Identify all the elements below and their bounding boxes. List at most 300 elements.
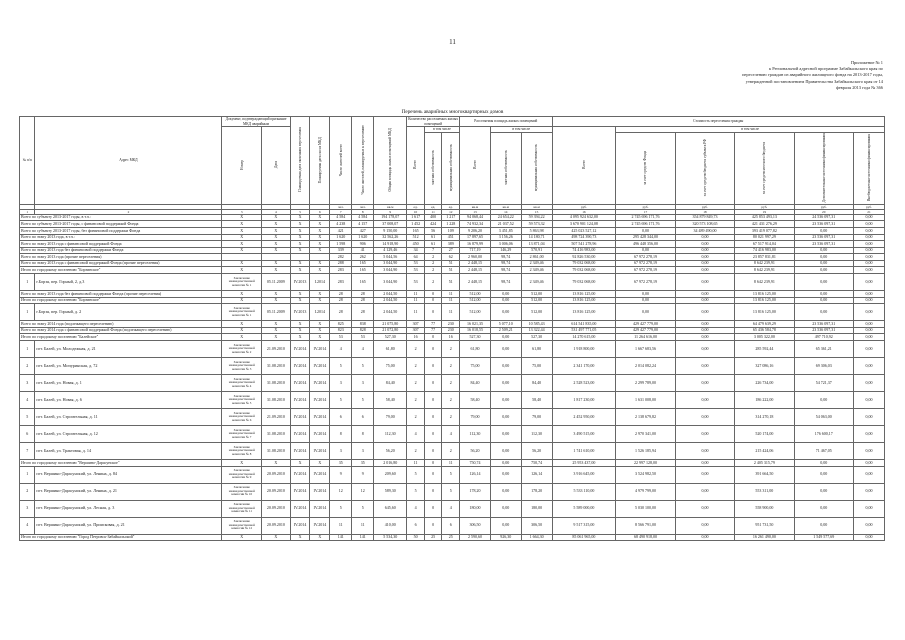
data-cell: 3 044,90 [374,260,407,267]
data-cell: 0 [424,426,442,443]
data-cell: 126,14 [460,466,491,483]
data-cell: 5 [352,358,374,375]
data-cell: 65 436 584,78 [735,327,794,334]
data-cell: 84,40 [460,375,491,392]
data-cell: 0,00 [794,267,853,274]
data-cell: 0 [424,409,442,426]
data-cell: 2 349,46 [521,274,552,291]
data-cell: 27 [442,247,460,254]
table-row [20,341,885,358]
data-cell: 6 [330,409,352,426]
data-cell: X [310,267,330,274]
data-cell: 2 [442,341,460,358]
data-cell: 0,00 [616,227,675,234]
data-cell: IV.2013 [290,274,310,291]
data-cell: 31.08.2010 [262,426,291,443]
data-cell: 0 [424,517,442,534]
data-cell: 828 [352,327,374,334]
data-cell: 165 [407,227,425,234]
data-cell: 98,74 [490,260,521,267]
data-cell: 2 [407,409,425,426]
header-area-municipal: муниципальная собственность [521,133,552,205]
data-cell: 0,00 [675,247,734,254]
column-number-cell: 5 [290,209,310,214]
address-cell: г.Борзя, пер. Горный, 2, д.3 [35,274,222,291]
data-cell: 0,00 [490,358,521,375]
unit-cell: ед. [424,204,442,209]
unit-cell: руб. [616,204,675,209]
data-cell: 825 [330,321,352,328]
data-cell: 41 [352,247,374,254]
data-cell: 0,00 [675,466,734,483]
data-cell: 2 138 679,82 [616,409,675,426]
data-cell: 21 072,80 [374,327,407,334]
table-row [20,466,885,483]
data-cell: X [222,221,262,228]
address-cell: пгт. Балей, ул. Молодежная, д. 21 [35,341,222,358]
data-cell: 16 021,35 [460,321,491,328]
data-cell: 3 005 322,00 [735,334,794,341]
data-cell: 0,00 [853,327,884,334]
data-cell: 5 [330,392,352,409]
column-number-cell: 6 [310,209,330,214]
data-cell: 53 [407,267,425,274]
total-label: Итого по городскому поселению "Город Петровск-Забайкальский" [20,534,222,541]
data-cell: X [262,297,291,304]
data-cell: 512,00 [460,297,491,304]
header-rooms-municipal: муниципальная собственность [442,133,460,205]
data-cell: 0,00 [794,460,853,467]
data-cell: X [262,291,291,298]
data-cell: 11 [442,460,460,467]
data-cell: 0,00 [490,297,521,304]
data-cell: 750,74 [460,460,491,467]
data-cell: X [262,221,291,228]
data-cell: 11 264 616,00 [616,334,675,341]
data-cell: 307 [407,321,425,328]
data-cell: 23 536 097,31 [794,241,853,248]
data-cell: 11 [330,517,352,534]
data-cell: 0,00 [675,426,734,443]
data-cell: 74 416 983,00 [735,247,794,254]
data-cell: 0,00 [853,304,884,321]
data-cell: 13 816 125,00 [552,297,616,304]
data-cell: 0,00 [490,426,521,443]
data-cell: X [262,260,291,267]
data-cell: X [290,297,310,304]
data-cell: 5 [442,483,460,500]
data-cell: X [310,534,330,541]
data-cell: 0 [424,297,442,304]
data-cell: 79,00 [460,409,491,426]
data-cell: 0,00 [794,466,853,483]
data-cell: 9 206,20 [460,227,491,234]
data-cell: 3 670 901 124,08 [552,221,616,228]
data-cell: Заключение межведомственной комиссии № 7 [222,426,262,443]
data-cell: 0,00 [490,443,521,460]
data-cell: 0,00 [675,392,734,409]
data-cell: 8 642 239,91 [735,260,794,267]
data-cell: Заключение межведомственной комиссии № 10 [222,483,262,500]
data-cell: X [310,460,330,467]
data-cell: 58,40 [460,392,491,409]
data-cell: 54 063,00 [794,409,853,426]
data-cell: 21.09.2010 [262,341,291,358]
data-cell: 0 [424,483,442,500]
data-cell: 24 536 097,31 [794,214,853,221]
data-cell: 0,00 [853,392,884,409]
data-cell: Заключение межведомственной комиссии № 8 [222,443,262,460]
data-cell: X [290,327,310,334]
data-cell: 75,00 [374,358,407,375]
data-cell: IV.2014 [310,341,330,358]
data-cell: Заключение межведомственной комиссии № 3 [222,358,262,375]
data-cell: 85 061 965,00 [552,534,616,541]
data-cell: X [222,260,262,267]
total-label: Итого по городскому поселению "Вершино-Дарасунское" [20,460,222,467]
header-cost-sub: в том числе [616,127,885,133]
data-cell: 2 452 950,00 [552,409,616,426]
data-cell: 16 879,99 [460,241,491,248]
data-cell: IV.2013 [290,304,310,321]
data-cell: 283 [330,274,352,291]
data-cell: 3 [330,375,352,392]
data-cell: IV.2014 [310,500,330,517]
data-cell: 59 573,32 [521,221,552,228]
data-cell: 98,74 [490,267,521,274]
address-cell: пгт. Балей, ул. Строительная, д. 12 [35,426,222,443]
data-cell: 2 [442,392,460,409]
data-cell: 3 [352,443,374,460]
total-row [20,260,885,267]
data-cell: 531 497 771,05 [552,327,616,334]
data-cell: 0,00 [853,297,884,304]
data-cell: X [290,221,310,228]
data-cell: 13 322,44 [521,327,552,334]
data-cell: X [222,214,262,221]
data-cell: 215 424,06 [735,443,794,460]
data-cell: 4 979 799,00 [616,483,675,500]
column-number-cell: 11 [424,209,442,214]
data-cell: X [262,460,291,467]
data-cell: Заключение межведомственной комиссии № 4 [222,375,262,392]
data-cell: 53 [352,334,374,341]
data-cell: X [262,321,291,328]
data-cell: X [222,247,262,254]
header-planned-resettlement: Планируемая дата окончания переселения [290,117,310,205]
data-cell: 527,30 [521,334,552,341]
total-row [20,327,885,334]
data-cell: 9 150,00 [374,227,407,234]
unit-cell: кв.м [521,204,552,209]
header-area-sub: в том числе [490,127,552,133]
header-address: Адрес МКД [35,117,222,205]
data-cell: 180,00 [460,500,491,517]
data-cell: X [262,227,291,234]
data-cell: 2 [407,443,425,460]
data-cell: IV.2014 [310,409,330,426]
data-cell: 451 [442,234,460,241]
data-cell: 77 [424,327,442,334]
data-cell: 20.09.2010 [262,483,291,500]
header-rooms-group: Количество расселяемых жилых помещений [408,117,459,126]
data-cell: 0,00 [675,460,734,467]
data-cell: 11 [407,291,425,298]
data-cell: 75,00 [460,358,491,375]
data-cell: 424 [424,221,442,228]
data-cell: 11 [352,517,374,534]
header-area-total: Всего [460,127,491,205]
data-cell: X [310,291,330,298]
total-label: Всего по этапу 2014 года (подлежащего переселению) [20,321,222,328]
data-cell: X [262,214,291,221]
data-cell: 589,30 [374,483,407,500]
data-cell: 427 [352,227,374,234]
data-cell: 2 448,15 [460,267,491,274]
data-cell: 34 489 490,00 [675,227,734,234]
data-cell: 21 037,52 [490,221,521,228]
data-cell: X [310,214,330,221]
data-cell: 8 [330,426,352,443]
data-cell: 425 853 493,13 [735,214,794,221]
data-cell: 0,00 [675,304,734,321]
data-cell: 226 734,00 [735,375,794,392]
data-cell: 1 667 683,56 [616,341,675,358]
data-cell: 0,00 [853,254,884,261]
data-cell: 79,00 [374,409,407,426]
header-cost-local: за счет средств местного бюджета [735,133,794,205]
header-cost-other: Внебюджетные источники финансирования [853,133,884,205]
data-cell: 68 490 918,00 [616,534,675,541]
page-number: 11 [449,38,456,46]
address-cell: пгт. Вершино-Дарасунский, ул. Лесная, д. 3 [35,500,222,517]
data-cell: 926,30 [490,534,521,541]
total-row [20,321,885,328]
data-cell: X [290,334,310,341]
total-row [20,234,885,241]
table-row [20,274,885,291]
data-cell: 0,00 [490,500,521,517]
data-cell: 2 448,15 [460,274,491,291]
data-cell: 0,00 [853,274,884,291]
data-cell: 23 536 097,31 [794,234,853,241]
data-cell: 1 620 [330,234,352,241]
unit-cell: кв.м [374,204,407,209]
table-row [20,304,885,321]
data-cell: 3 [330,443,352,460]
data-cell: 1 617 [407,214,425,221]
data-cell: 0,00 [853,267,884,274]
data-cell: 4 [442,500,460,517]
data-cell: 11 [407,460,425,467]
data-cell: 05.11.2009 [262,304,291,321]
data-cell: 750,74 [521,460,552,467]
header-rooms-total: Всего [407,127,425,205]
data-cell: 512,00 [521,304,552,321]
data-cell: 282 [330,254,352,261]
data-cell: 23 536 097,31 [794,321,853,328]
data-cell: IV.2014 [310,392,330,409]
data-cell: X [222,291,262,298]
data-cell: 8 642 239,91 [735,274,794,291]
data-cell: 512 [407,234,425,241]
column-number-cell: 19 [735,209,794,214]
data-cell: 0,00 [853,221,884,228]
data-cell: 0,00 [490,291,521,298]
total-row [20,267,885,274]
data-cell: IV.2014 [290,409,310,426]
table-row [20,500,885,517]
data-cell: 0 [424,460,442,467]
data-cell: 512,00 [521,297,552,304]
data-cell: 1 452 [407,221,425,228]
total-label: Всего по этапу 2013 года без финансовой поддержки Фонда (прочие переселения) [20,291,222,298]
column-number-cell: 3 [222,209,262,214]
data-cell: 61,80 [460,341,491,358]
data-cell: 8 642 239,91 [735,267,794,274]
data-cell: IV.2014 [290,358,310,375]
header-doc-number: Номер [222,127,262,205]
data-cell: 126,14 [521,466,552,483]
data-cell: 31.08.2010 [262,375,291,392]
table-row [20,483,885,500]
data-cell: 2 349,46 [521,267,552,274]
data-cell: 2 448,15 [460,260,491,267]
data-cell: 37 008,07 [374,221,407,228]
data-cell: 570,91 [521,247,552,254]
data-cell: 230 [442,321,460,328]
data-cell: 20.09.2010 [262,500,291,517]
total-label: Всего по субъекту 2013-2017 годы, без финансовой поддержки Фонда [20,227,222,234]
data-cell: 354 879 849,73 [675,214,734,221]
data-cell: 0,00 [794,500,853,517]
data-cell: 0,00 [490,392,521,409]
data-cell: 0,00 [853,214,884,221]
data-cell: 9 517 315,00 [552,517,616,534]
data-cell: IV.2014 [310,483,330,500]
data-cell: 0,00 [794,247,853,254]
data-cell: 11 [407,297,425,304]
data-cell: 67 972 278,19 [616,254,675,261]
data-cell: 3 044,90 [374,274,407,291]
total-label: Всего по субъекту 2013-2017 годы, в т.ч.: [20,214,222,221]
total-row [20,460,885,467]
header-doc-date: Дата [262,127,291,205]
data-cell: X [310,227,330,234]
table-title: Перечень аварийных многоквартирных домов [401,109,504,115]
data-cell: 0 [424,392,442,409]
data-cell: 22 997 128,00 [616,460,675,467]
data-cell: 28 [352,291,374,298]
data-cell: X [262,534,291,541]
data-cell: X [262,247,291,254]
data-cell: 306,50 [521,517,552,534]
data-cell: X [222,327,262,334]
data-cell: X [310,221,330,228]
data-cell: 186 222,00 [735,392,794,409]
data-cell: 71 467,05 [794,443,853,460]
total-row [20,227,885,234]
data-cell: 1 217 [442,214,460,221]
data-cell: 0 [424,375,442,392]
data-cell: IV.2014 [290,426,310,443]
data-cell [290,254,310,261]
data-cell: 11 [442,304,460,321]
data-cell: X [222,234,262,241]
appendix-line: к Региональной адресной программе Забайкальского края по [768,66,883,72]
data-cell: 0,00 [490,466,521,483]
unit-cell: чел. [352,204,374,209]
data-cell: 0 [424,334,442,341]
data-cell: 25 [424,534,442,541]
data-cell: 13 871,04 [521,241,552,248]
unit-cell: руб. [853,204,884,209]
data-cell: 4 [407,500,425,517]
data-cell: 56,20 [460,443,491,460]
header-residents-planned: Число жителей, планируемых к переселению [352,117,374,205]
column-number-cell: 1 [20,209,35,214]
data-cell: 0,00 [794,227,853,234]
data-cell: 0,00 [853,241,884,248]
column-number-cell: 15 [521,209,552,214]
data-cell: 0,00 [490,334,521,341]
data-cell: 61,80 [374,341,407,358]
data-cell: 2 [407,375,425,392]
data-cell: 2 016,80 [374,460,407,467]
data-cell: 3 044,90 [374,267,407,274]
data-cell: 0,00 [490,517,521,534]
data-cell: Заключение межведомственной комиссии № 11 [222,500,262,517]
data-cell: 0,00 [853,260,884,267]
data-cell: 112,30 [460,426,491,443]
address-cell: пгт. Вершино-Дарасунский, ул. Ленина, д. 84 [35,466,222,483]
unit-cell: чел. [330,204,352,209]
data-cell: 0,00 [616,247,675,254]
data-cell: 9 [352,466,374,483]
data-cell: 92 826 530,00 [552,254,616,261]
data-cell: 5 534,30 [374,534,407,541]
data-cell: X [290,241,310,248]
table-row [20,375,885,392]
data-cell: 13 816 125,00 [735,297,794,304]
data-cell: 5 533 110,00 [552,483,616,500]
data-cell: 2 405 315,79 [735,460,794,467]
data-cell: 339 [330,247,352,254]
data-cell: 2 590,60 [460,534,491,541]
data-cell: Заключение межведомственной комиссии № 9 [222,466,262,483]
data-cell: X [262,234,291,241]
data-cell: 50 [407,534,425,541]
data-cell: 5 863,98 [521,227,552,234]
column-number-cell: 14 [490,209,521,214]
data-cell: 520 174,00 [735,426,794,443]
data-cell: 2 [442,409,460,426]
data-cell: 230 [442,327,460,334]
address-cell: пгт. Балей, ул. Трактовая, д. 14 [35,443,222,460]
data-cell: 1 741 610,00 [552,443,616,460]
data-cell: 165 [352,260,374,267]
data-cell: X [222,534,262,541]
data-cell: X [310,241,330,248]
data-cell: 67 972 278,19 [616,274,675,291]
column-number-cell: 9 [374,209,407,214]
data-cell: 0,00 [616,304,675,321]
data-cell: 112,30 [521,426,552,443]
data-cell: 28 [330,304,352,321]
data-cell: X [222,267,262,274]
data-cell: 1 598 [330,241,352,248]
total-label: Всего по этапу 2013 года, в т.ч.: [20,234,222,241]
